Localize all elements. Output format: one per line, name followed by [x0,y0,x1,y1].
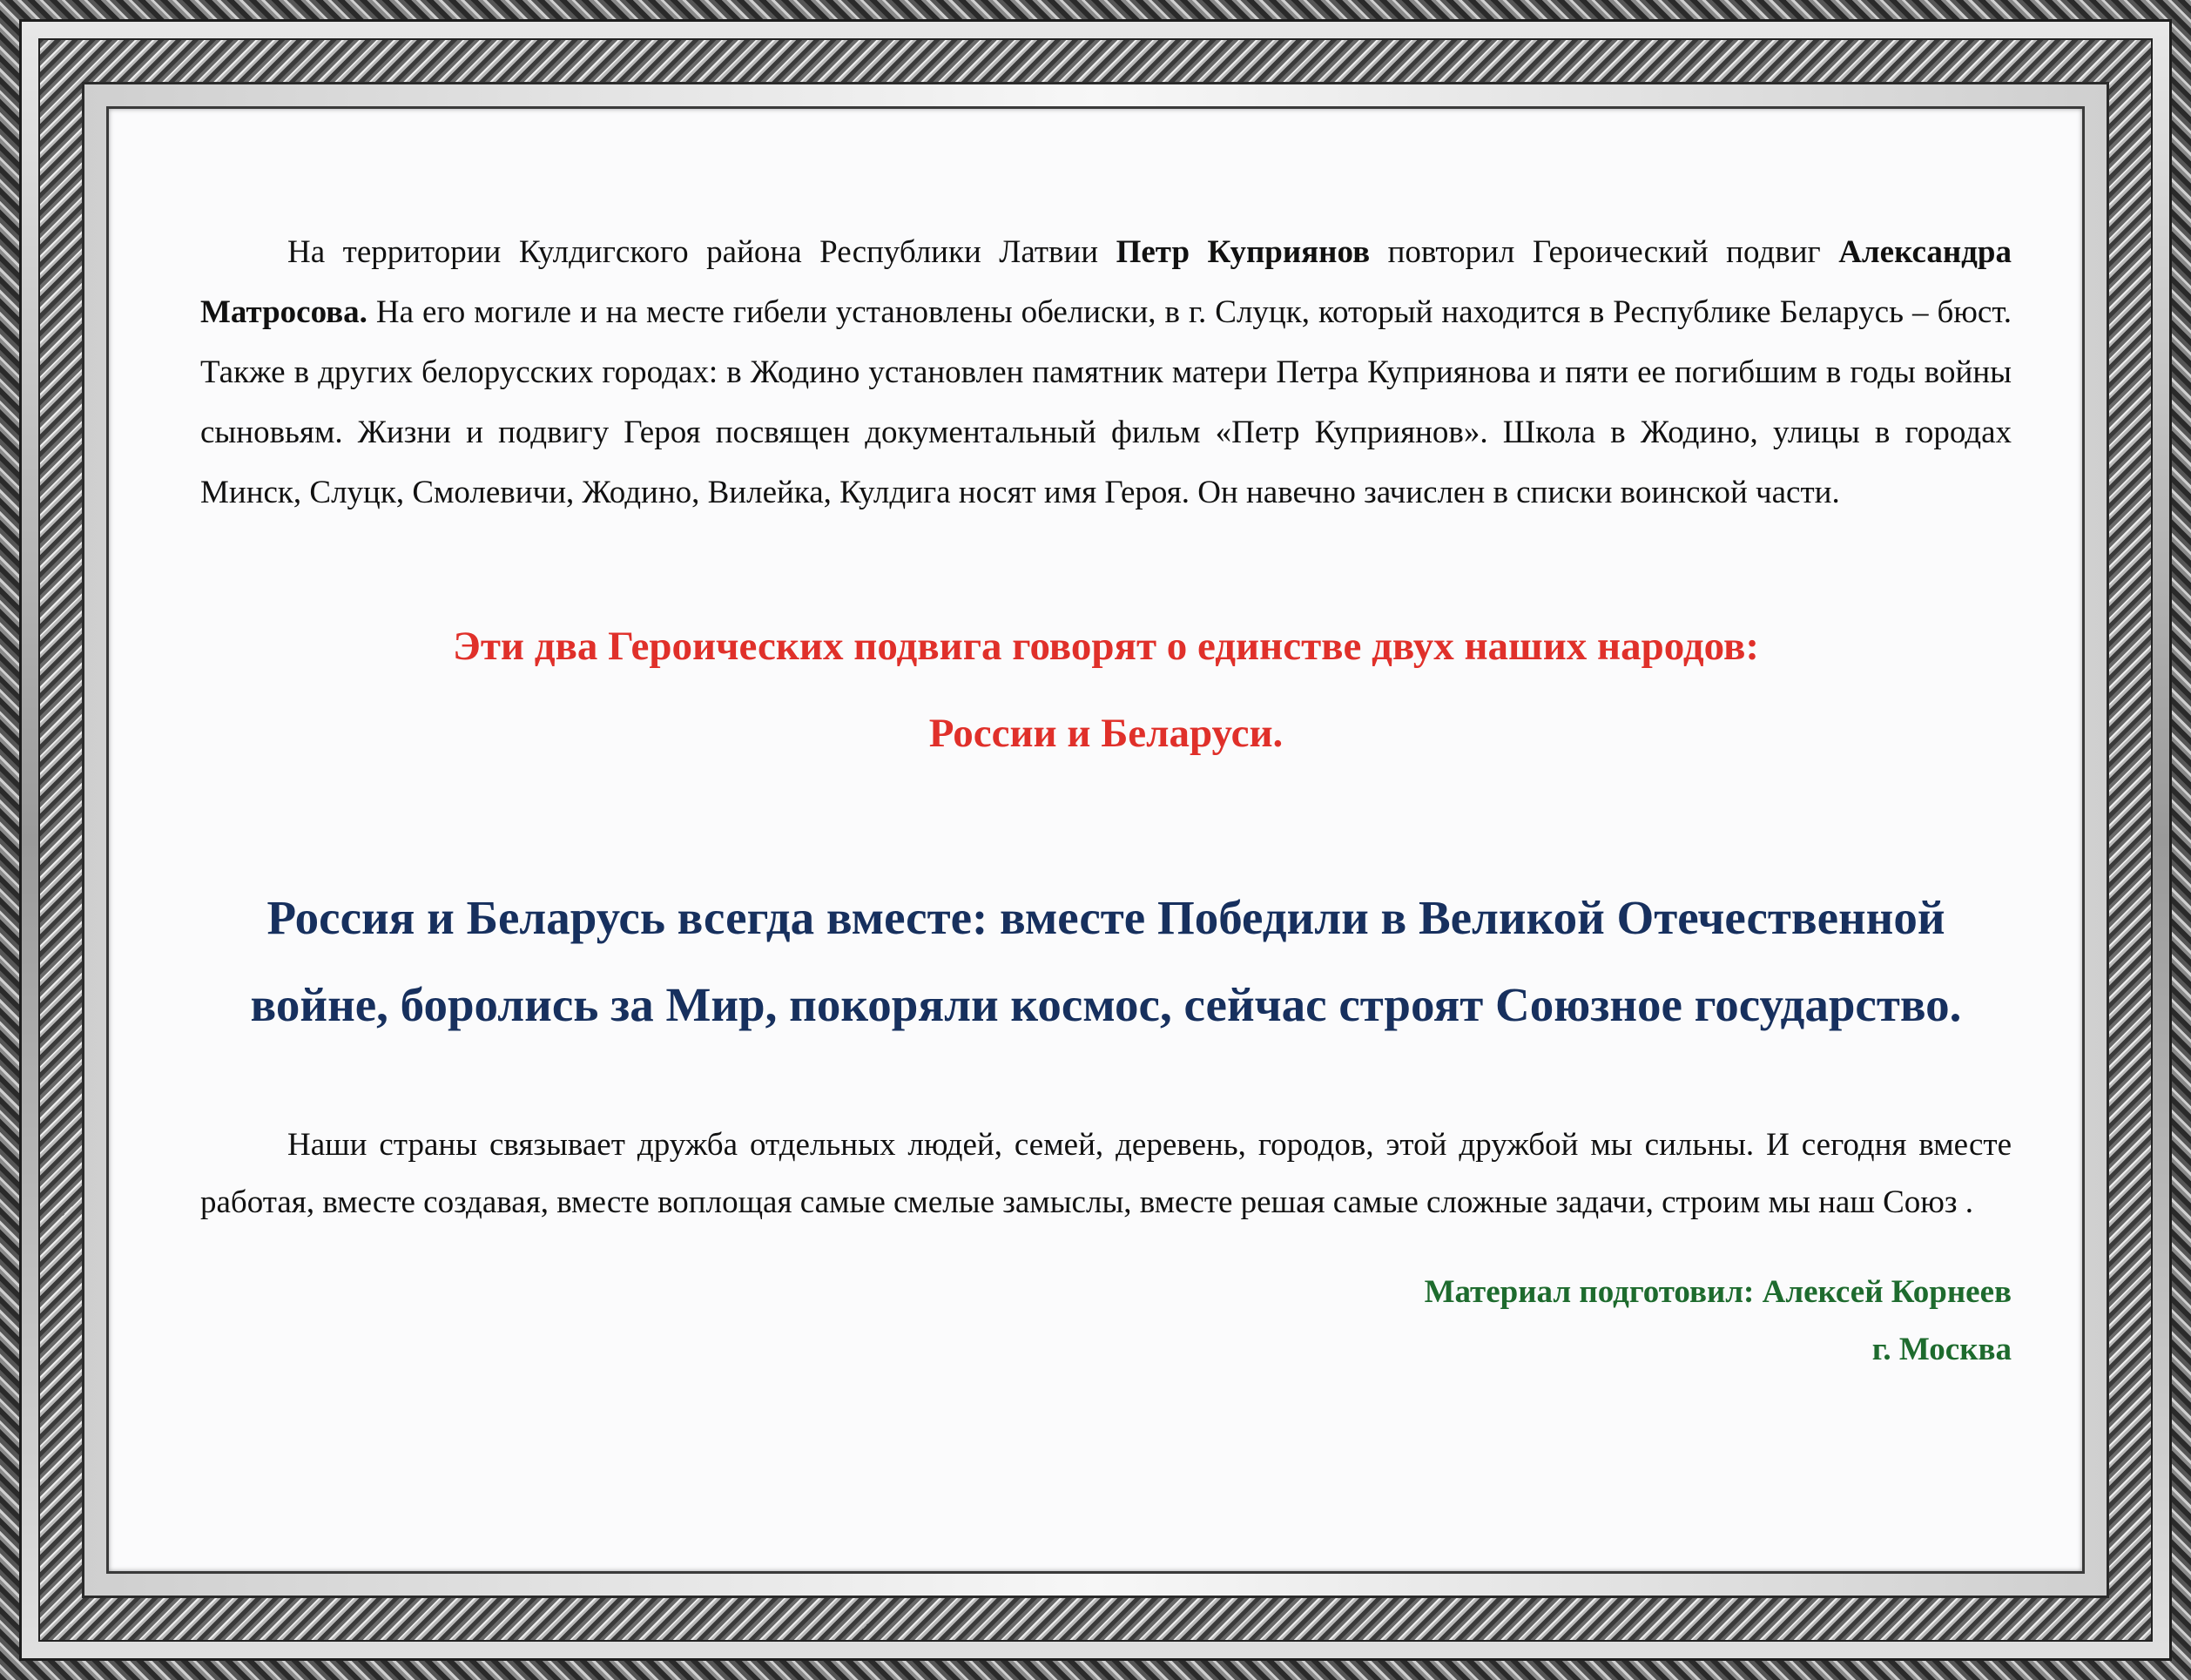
hero-name: Петр Куприянов [1116,234,1371,270]
together-heading: Россия и Беларусь всегда вместе: вместе Победили в Великой Отечественной войне, боролись за Мир, покоряли космос, сейчас строят Союзное государство. [250,891,1962,1031]
paragraph-friendship: Наши страны связывает дружба отдельных людей, семей, деревень, городов, этой дружбой мы сильны. И сегодня вместе работая, вместе создавая, вместе воплощая самые смелые замыслы, вместе решая самые сложные задачи, строим мы наш Союз . [200,1127,2012,1220]
document-content [200,222,2012,1379]
signature-city: г. Москва [1871,1332,2012,1367]
signature-author: Материал подготовил: Алексей Корнеев [1424,1274,2012,1310]
paragraph-kupriyanov [200,222,2012,523]
unity-heading-line-2: России и Беларуси. [928,711,1284,756]
paragraph1-text-2: повторил Героический подвиг [1370,234,1839,270]
paragraph1-text-1: На территории Кулдигского района Республики Латвии [287,234,1116,270]
unity-heading-line-1: Эти два Героических подвига говорят о единстве двух наших народов: [452,624,1760,669]
unity-heading [200,603,2012,777]
paragraph1-text-3: На его могиле и на месте гибели установлены обелиски, в г. Слуцк, который находится в Республике Беларусь – бюст. Также в других белорусских городах: в Жодино установлен памятник матери Петра Куприянова и пяти ее погибшим в годы войны сыновьям. Жизни и подвигу Героя посвящен документальный фильм «Петр Куприянов». Школа в Жодино, улицы в городах Минск, Слуцк, Смолевичи, Жодино, Вилейка, Кулдига носят имя Героя. Он навечно зачислен в списки воинской части. [200,294,2012,510]
matrosov-name: Александра Матросова. [200,234,2012,330]
signature-block [200,1264,2012,1379]
